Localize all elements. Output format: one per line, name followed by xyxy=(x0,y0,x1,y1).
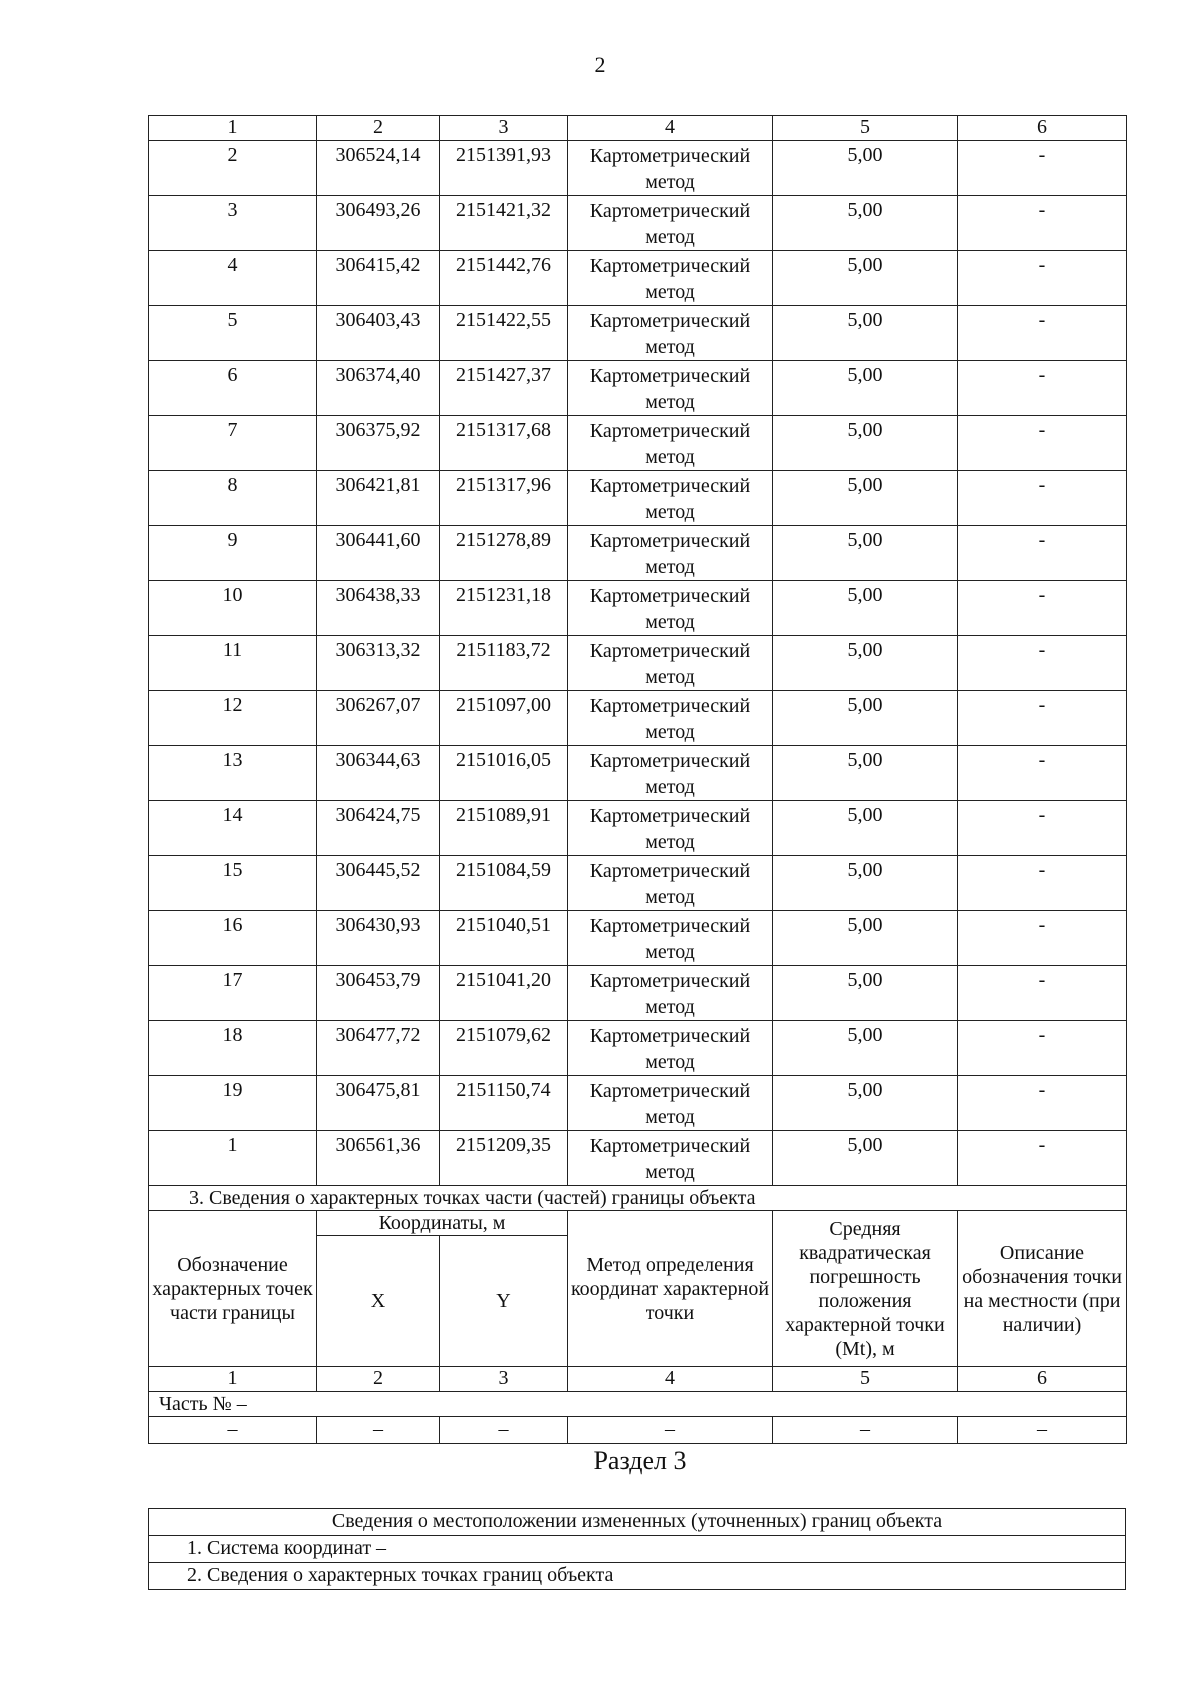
point-number: 12 xyxy=(149,691,317,746)
description-header: Описание обозначения точки на местности (при наличии) xyxy=(958,1211,1127,1367)
point-number: 13 xyxy=(149,746,317,801)
point-description: - xyxy=(958,636,1127,691)
method-line-2: метод xyxy=(645,501,695,523)
method-line-1: Картометрический xyxy=(589,420,751,442)
method-line-2: метод xyxy=(645,611,695,633)
point-number: 1 xyxy=(149,1131,317,1186)
method-line-2: метод xyxy=(645,226,695,248)
point-number: 2 xyxy=(149,141,317,196)
column-number: 1 xyxy=(149,116,317,141)
point-description: - xyxy=(958,691,1127,746)
y-coordinate: 2151150,74 xyxy=(440,1076,568,1131)
point-row xyxy=(149,141,1127,196)
y-coordinate: 2151231,18 xyxy=(440,581,568,636)
point-number: 10 xyxy=(149,581,317,636)
point-row xyxy=(149,966,1127,1021)
method xyxy=(568,966,773,1021)
method-line-2: метод xyxy=(645,941,695,963)
method xyxy=(568,636,773,691)
method-line-1: Картометрический xyxy=(589,750,751,772)
method-line-2: метод xyxy=(645,886,695,908)
method xyxy=(568,196,773,251)
point-number: 17 xyxy=(149,966,317,1021)
point-row xyxy=(149,801,1127,856)
mt-value: 5,00 xyxy=(773,251,958,306)
method-line-2: метод xyxy=(645,171,695,193)
point-number: 18 xyxy=(149,1021,317,1076)
y-coordinate: 2151041,20 xyxy=(440,966,568,1021)
method xyxy=(568,856,773,911)
empty-cell: – xyxy=(149,1417,317,1444)
point-row xyxy=(149,1076,1127,1131)
method xyxy=(568,911,773,966)
point-description: - xyxy=(958,416,1127,471)
y-coordinate: 2151209,35 xyxy=(440,1131,568,1186)
column-number: 3 xyxy=(440,116,568,141)
y-coordinate: 2151183,72 xyxy=(440,636,568,691)
column-number: 5 xyxy=(773,116,958,141)
method xyxy=(568,471,773,526)
column-number-row xyxy=(149,116,1127,141)
boundary-points-body xyxy=(149,116,1127,1186)
method-line-1: Картометрический xyxy=(589,585,751,607)
x-coordinate: 306561,36 xyxy=(317,1131,440,1186)
mt-value: 5,00 xyxy=(773,196,958,251)
point-description: - xyxy=(958,581,1127,636)
point-row xyxy=(149,306,1127,361)
point-number: 19 xyxy=(149,1076,317,1131)
mt-header: Средняя квадратическая погрешность положения характерной точки (Mt), м xyxy=(773,1211,958,1367)
y-header: Y xyxy=(440,1236,568,1367)
designation-header: Обозначение характерных точек части границы xyxy=(149,1211,317,1367)
method-header: Метод определения координат характерной точки xyxy=(568,1211,773,1367)
column-number: 6 xyxy=(958,116,1127,141)
x-coordinate: 306374,40 xyxy=(317,361,440,416)
mt-value: 5,00 xyxy=(773,361,958,416)
method-line-2: метод xyxy=(645,776,695,798)
point-description: - xyxy=(958,1076,1127,1131)
coordinates-header: Координаты, м xyxy=(317,1211,568,1236)
method-line-1: Картометрический xyxy=(589,365,751,387)
column-number: 2 xyxy=(317,116,440,141)
point-row xyxy=(149,251,1127,306)
point-row xyxy=(149,526,1127,581)
x-coordinate: 306267,07 xyxy=(317,691,440,746)
point-number: 8 xyxy=(149,471,317,526)
method-line-1: Картометрический xyxy=(589,145,751,167)
y-coordinate: 2151391,93 xyxy=(440,141,568,196)
point-row xyxy=(149,746,1127,801)
method xyxy=(568,526,773,581)
x-coordinate: 306313,32 xyxy=(317,636,440,691)
x-coordinate: 306477,72 xyxy=(317,1021,440,1076)
method-line-1: Картометрический xyxy=(589,695,751,717)
method-line-2: метод xyxy=(645,391,695,413)
y-coordinate: 2151089,91 xyxy=(440,801,568,856)
point-number: 3 xyxy=(149,196,317,251)
point-number: 5 xyxy=(149,306,317,361)
method xyxy=(568,801,773,856)
changed-boundaries-table xyxy=(148,1508,1126,1590)
method-line-2: метод xyxy=(645,1106,695,1128)
method-line-2: метод xyxy=(645,446,695,468)
point-number: 11 xyxy=(149,636,317,691)
column-number: 5 xyxy=(773,1367,958,1392)
mt-value: 5,00 xyxy=(773,471,958,526)
part-label: Часть № – xyxy=(149,1392,1127,1417)
point-number: 16 xyxy=(149,911,317,966)
x-header: X xyxy=(317,1236,440,1367)
mt-value: 5,00 xyxy=(773,966,958,1021)
point-description: - xyxy=(958,1021,1127,1076)
point-number: 4 xyxy=(149,251,317,306)
mt-value: 5,00 xyxy=(773,746,958,801)
column-number: 3 xyxy=(440,1367,568,1392)
method-line-1: Картометрический xyxy=(589,200,751,222)
point-description: - xyxy=(958,196,1127,251)
mt-value: 5,00 xyxy=(773,1021,958,1076)
column-number: 4 xyxy=(568,116,773,141)
point-row xyxy=(149,636,1127,691)
point-description: - xyxy=(958,746,1127,801)
point-row xyxy=(149,691,1127,746)
boundary-points-line: 2. Сведения о характерных точках границ объекта xyxy=(149,1563,1126,1590)
y-coordinate: 2151278,89 xyxy=(440,526,568,581)
mt-value: 5,00 xyxy=(773,581,958,636)
x-coordinate: 306403,43 xyxy=(317,306,440,361)
x-coordinate: 306475,81 xyxy=(317,1076,440,1131)
point-description: - xyxy=(958,1131,1127,1186)
y-coordinate: 2151422,55 xyxy=(440,306,568,361)
point-row xyxy=(149,911,1127,966)
empty-cell: – xyxy=(958,1417,1127,1444)
x-coordinate: 306445,52 xyxy=(317,856,440,911)
column-number: 4 xyxy=(568,1367,773,1392)
method-line-2: метод xyxy=(645,281,695,303)
y-coordinate: 2151084,59 xyxy=(440,856,568,911)
point-description: - xyxy=(958,361,1127,416)
point-row xyxy=(149,196,1127,251)
point-description: - xyxy=(958,251,1127,306)
method xyxy=(568,1131,773,1186)
method-line-2: метод xyxy=(645,1161,695,1183)
method-line-1: Картометрический xyxy=(589,255,751,277)
column-number: 1 xyxy=(149,1367,317,1392)
empty-cell: – xyxy=(317,1417,440,1444)
method-line-1: Картометрический xyxy=(589,805,751,827)
point-row xyxy=(149,361,1127,416)
point-description: - xyxy=(958,471,1127,526)
x-coordinate: 306453,79 xyxy=(317,966,440,1021)
y-coordinate: 2151427,37 xyxy=(440,361,568,416)
mt-value: 5,00 xyxy=(773,416,958,471)
method-line-1: Картометрический xyxy=(589,1025,751,1047)
point-number: 9 xyxy=(149,526,317,581)
method xyxy=(568,581,773,636)
y-coordinate: 2151442,76 xyxy=(440,251,568,306)
point-description: - xyxy=(958,911,1127,966)
point-description: - xyxy=(958,526,1127,581)
method-line-1: Картометрический xyxy=(589,310,751,332)
mt-value: 5,00 xyxy=(773,691,958,746)
changed-boundaries-title: Сведения о местоположении измененных (уточненных) границ объекта xyxy=(149,1509,1126,1536)
mt-value: 5,00 xyxy=(773,801,958,856)
method xyxy=(568,416,773,471)
mt-value: 5,00 xyxy=(773,1131,958,1186)
point-description: - xyxy=(958,141,1127,196)
parts-section xyxy=(149,1186,1127,1444)
method xyxy=(568,306,773,361)
x-coordinate: 306438,33 xyxy=(317,581,440,636)
point-number: 14 xyxy=(149,801,317,856)
point-description: - xyxy=(958,856,1127,911)
method-line-1: Картометрический xyxy=(589,915,751,937)
x-coordinate: 306493,26 xyxy=(317,196,440,251)
point-description: - xyxy=(958,801,1127,856)
method-line-2: метод xyxy=(645,996,695,1018)
point-row xyxy=(149,856,1127,911)
method-line-2: метод xyxy=(645,336,695,358)
x-coordinate: 306441,60 xyxy=(317,526,440,581)
column-number: 6 xyxy=(958,1367,1127,1392)
method-line-2: метод xyxy=(645,831,695,853)
method-line-2: метод xyxy=(645,1051,695,1073)
point-row xyxy=(149,416,1127,471)
method-line-1: Картометрический xyxy=(589,1135,751,1157)
mt-value: 5,00 xyxy=(773,636,958,691)
boundary-points-table xyxy=(148,115,1127,1444)
point-row xyxy=(149,471,1127,526)
mt-value: 5,00 xyxy=(773,1076,958,1131)
point-row xyxy=(149,1021,1127,1076)
empty-cell: – xyxy=(773,1417,958,1444)
method-line-2: метод xyxy=(645,666,695,688)
point-description: - xyxy=(958,306,1127,361)
y-coordinate: 2151016,05 xyxy=(440,746,568,801)
method xyxy=(568,1021,773,1076)
method xyxy=(568,691,773,746)
method xyxy=(568,141,773,196)
y-coordinate: 2151317,68 xyxy=(440,416,568,471)
x-coordinate: 306344,63 xyxy=(317,746,440,801)
y-coordinate: 2151079,62 xyxy=(440,1021,568,1076)
x-coordinate: 306375,92 xyxy=(317,416,440,471)
method-line-2: метод xyxy=(645,556,695,578)
method xyxy=(568,251,773,306)
column-number: 2 xyxy=(317,1367,440,1392)
point-number: 15 xyxy=(149,856,317,911)
y-coordinate: 2151097,00 xyxy=(440,691,568,746)
method-line-1: Картометрический xyxy=(589,970,751,992)
empty-cell: – xyxy=(440,1417,568,1444)
method-line-1: Картометрический xyxy=(589,860,751,882)
empty-cell: – xyxy=(568,1417,773,1444)
point-number: 6 xyxy=(149,361,317,416)
coordinate-system-line: 1. Система координат – xyxy=(149,1536,1126,1563)
point-number: 7 xyxy=(149,416,317,471)
mt-value: 5,00 xyxy=(773,141,958,196)
mt-value: 5,00 xyxy=(773,306,958,361)
method-line-1: Картометрический xyxy=(589,475,751,497)
y-coordinate: 2151421,32 xyxy=(440,196,568,251)
method-line-1: Картометрический xyxy=(589,530,751,552)
section-heading: Раздел 3 xyxy=(593,1446,687,1475)
parts-section-title: 3. Сведения о характерных точках части (частей) границы объекта xyxy=(149,1186,1127,1211)
method-line-1: Картометрический xyxy=(589,1080,751,1102)
method xyxy=(568,1076,773,1131)
y-coordinate: 2151317,96 xyxy=(440,471,568,526)
method-line-2: метод xyxy=(645,721,695,743)
x-coordinate: 306430,93 xyxy=(317,911,440,966)
x-coordinate: 306421,81 xyxy=(317,471,440,526)
point-description: - xyxy=(958,966,1127,1021)
mt-value: 5,00 xyxy=(773,911,958,966)
mt-value: 5,00 xyxy=(773,856,958,911)
point-row xyxy=(149,581,1127,636)
x-coordinate: 306415,42 xyxy=(317,251,440,306)
method xyxy=(568,746,773,801)
page-number: 2 xyxy=(594,52,606,77)
point-row xyxy=(149,1131,1127,1186)
x-coordinate: 306424,75 xyxy=(317,801,440,856)
method-line-1: Картометрический xyxy=(589,640,751,662)
y-coordinate: 2151040,51 xyxy=(440,911,568,966)
method xyxy=(568,361,773,416)
x-coordinate: 306524,14 xyxy=(317,141,440,196)
mt-value: 5,00 xyxy=(773,526,958,581)
